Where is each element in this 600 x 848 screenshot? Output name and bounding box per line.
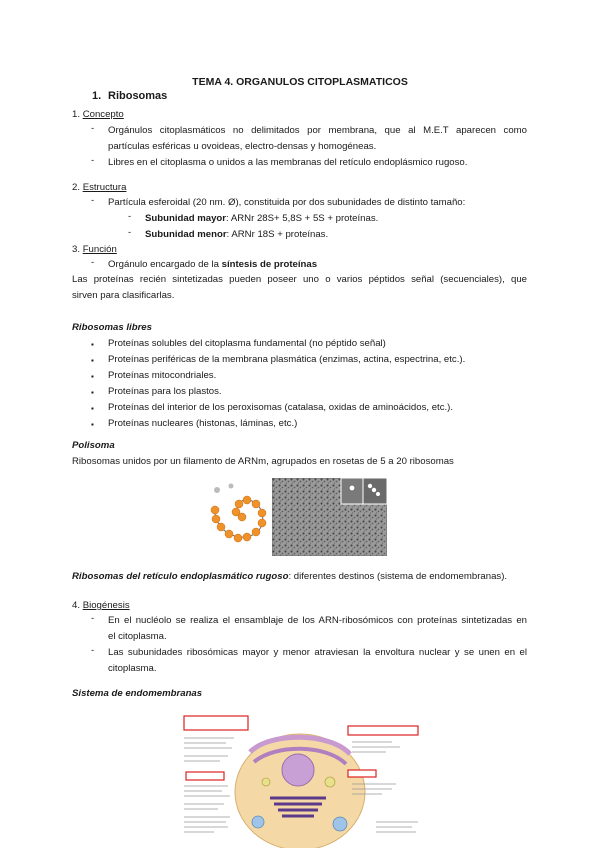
decorative-dot bbox=[214, 487, 220, 493]
section-label: Ribosomas bbox=[108, 90, 168, 102]
dash-marker: - bbox=[91, 613, 95, 624]
funcion-para-line-2: sirven para clasificarlas. bbox=[72, 290, 175, 301]
libres-list-item: Proteínas periféricas de la membrana plasmática (enzimas, actina, espectrina, etc.). bbox=[108, 354, 466, 365]
dash-marker: - bbox=[128, 211, 132, 222]
section-number: 1. bbox=[92, 90, 102, 102]
bullet-icon: ▪ bbox=[91, 340, 94, 349]
libres-list-item: Proteínas solubles del citoplasma fundamental (no péptido señal) bbox=[108, 338, 386, 349]
endomembranas-heading: Sistema de endomembranas bbox=[72, 688, 203, 699]
dash-marker: - bbox=[91, 257, 95, 268]
libres-heading: Ribosomas libres bbox=[72, 322, 152, 333]
bullet-icon: ▪ bbox=[91, 356, 94, 365]
estructura-heading-num: 2. bbox=[72, 182, 81, 193]
concepto-heading-num: 1. bbox=[72, 109, 81, 120]
funcion-item-bold: síntesis de proteínas bbox=[221, 259, 318, 270]
estructura-sub-1 bbox=[145, 211, 525, 228]
dash-marker: - bbox=[91, 123, 95, 134]
biogenesis-heading-label: Biogénesis bbox=[82, 600, 130, 611]
concepto-item-1-line-2: partículas esféricas u ovoideas, electro-densas y homogéneas. bbox=[108, 141, 377, 152]
estructura-heading-label: Estructura bbox=[82, 182, 127, 193]
funcion-item-prefix: Orgánulo encargado de la bbox=[108, 259, 222, 270]
label-box-1 bbox=[184, 716, 248, 730]
polisoma-text: Ribosomas unidos por un filamento de ARNm, agrupados en rosetas de 5 a 20 ribosomas bbox=[72, 456, 454, 467]
polysome-diagram bbox=[205, 478, 269, 550]
nucleus-shape bbox=[282, 754, 314, 786]
section-heading bbox=[92, 90, 167, 102]
ribosome-cluster bbox=[211, 496, 266, 542]
dash-marker: - bbox=[91, 155, 95, 166]
biogenesis-heading-num: 4. bbox=[72, 600, 81, 611]
concepto-heading-label: Concepto bbox=[82, 109, 124, 120]
polisoma-heading: Polisoma bbox=[72, 440, 115, 451]
rer-heading: Ribosomas del retículo endoplasmático rugoso bbox=[72, 571, 289, 582]
label-box-2 bbox=[186, 772, 224, 780]
bullet-icon: ▪ bbox=[91, 404, 94, 413]
concepto-item-1-line-1: Orgánulos citoplasmáticos no delimitados por membrana, que al M.E.T aparecen como bbox=[108, 125, 527, 136]
libres-list-item: Proteínas para los plastos. bbox=[108, 386, 222, 397]
decorative-dot bbox=[229, 484, 234, 489]
subunit-major-text: : ARNr 28S+ 5,8S + 5S + proteínas. bbox=[226, 213, 379, 224]
bullet-icon: ▪ bbox=[91, 372, 94, 381]
dash-marker: - bbox=[91, 195, 95, 206]
dash-marker: - bbox=[128, 227, 132, 238]
biogenesis-item-1-line-2: el citoplasma. bbox=[108, 631, 167, 642]
funcion-heading-label: Función bbox=[82, 244, 117, 255]
biogenesis-item-1-line-1: En el nucléolo se realiza el ensamblaje de los ARN-ribosómicos con proteínas sintetizadas en bbox=[108, 615, 527, 626]
biogenesis-item-2-line-1: Las subunidades ribosómicas mayor y menor atraviesan la envoltura nuclear y se unen en el bbox=[108, 647, 527, 658]
page-title: TEMA 4. ORGANULOS CITOPLASMATICOS bbox=[192, 76, 408, 88]
funcion-para-line-1: Las proteínas recién sintetizadas pueden poseer uno o varios péptidos señal (secuenciales), que bbox=[72, 274, 527, 285]
subunit-major-label: Subunidad mayor bbox=[145, 213, 227, 224]
biogenesis-item-2-line-2: citoplasma. bbox=[108, 663, 157, 674]
subunit-minor-label: Subunidad menor bbox=[145, 229, 227, 240]
funcion-heading-num: 3. bbox=[72, 244, 81, 255]
estructura-item: Partícula esferoidal (20 nm. Ø), constituida por dos subunidades de distinto tamaño: bbox=[108, 197, 466, 208]
polysome-micrograph bbox=[272, 478, 387, 556]
label-box-4 bbox=[348, 770, 376, 777]
bullet-icon: ▪ bbox=[91, 388, 94, 397]
bullet-icon: ▪ bbox=[91, 420, 94, 429]
dash-marker: - bbox=[91, 645, 95, 656]
rer-line bbox=[72, 569, 527, 586]
subunit-minor-text: : ARNr 18S + proteínas. bbox=[226, 229, 329, 240]
libres-list-item: Proteínas nucleares (histonas, láminas, etc.) bbox=[108, 418, 298, 429]
concepto-item-2: Libres en el citoplasma o unidos a las membranas del retículo endoplásmico rugoso. bbox=[108, 157, 468, 168]
concepto-heading bbox=[72, 107, 527, 124]
label-box-3 bbox=[348, 726, 418, 735]
libres-list-item: Proteínas del interior de los peroxisomas (catalasa, oxidas de aminoácidos, etc.). bbox=[108, 402, 454, 413]
endomembrane-diagram bbox=[180, 712, 420, 848]
rer-text: : diferentes destinos (sistema de endomembranas). bbox=[288, 571, 508, 582]
libres-list-item: Proteínas mitocondriales. bbox=[108, 370, 217, 381]
